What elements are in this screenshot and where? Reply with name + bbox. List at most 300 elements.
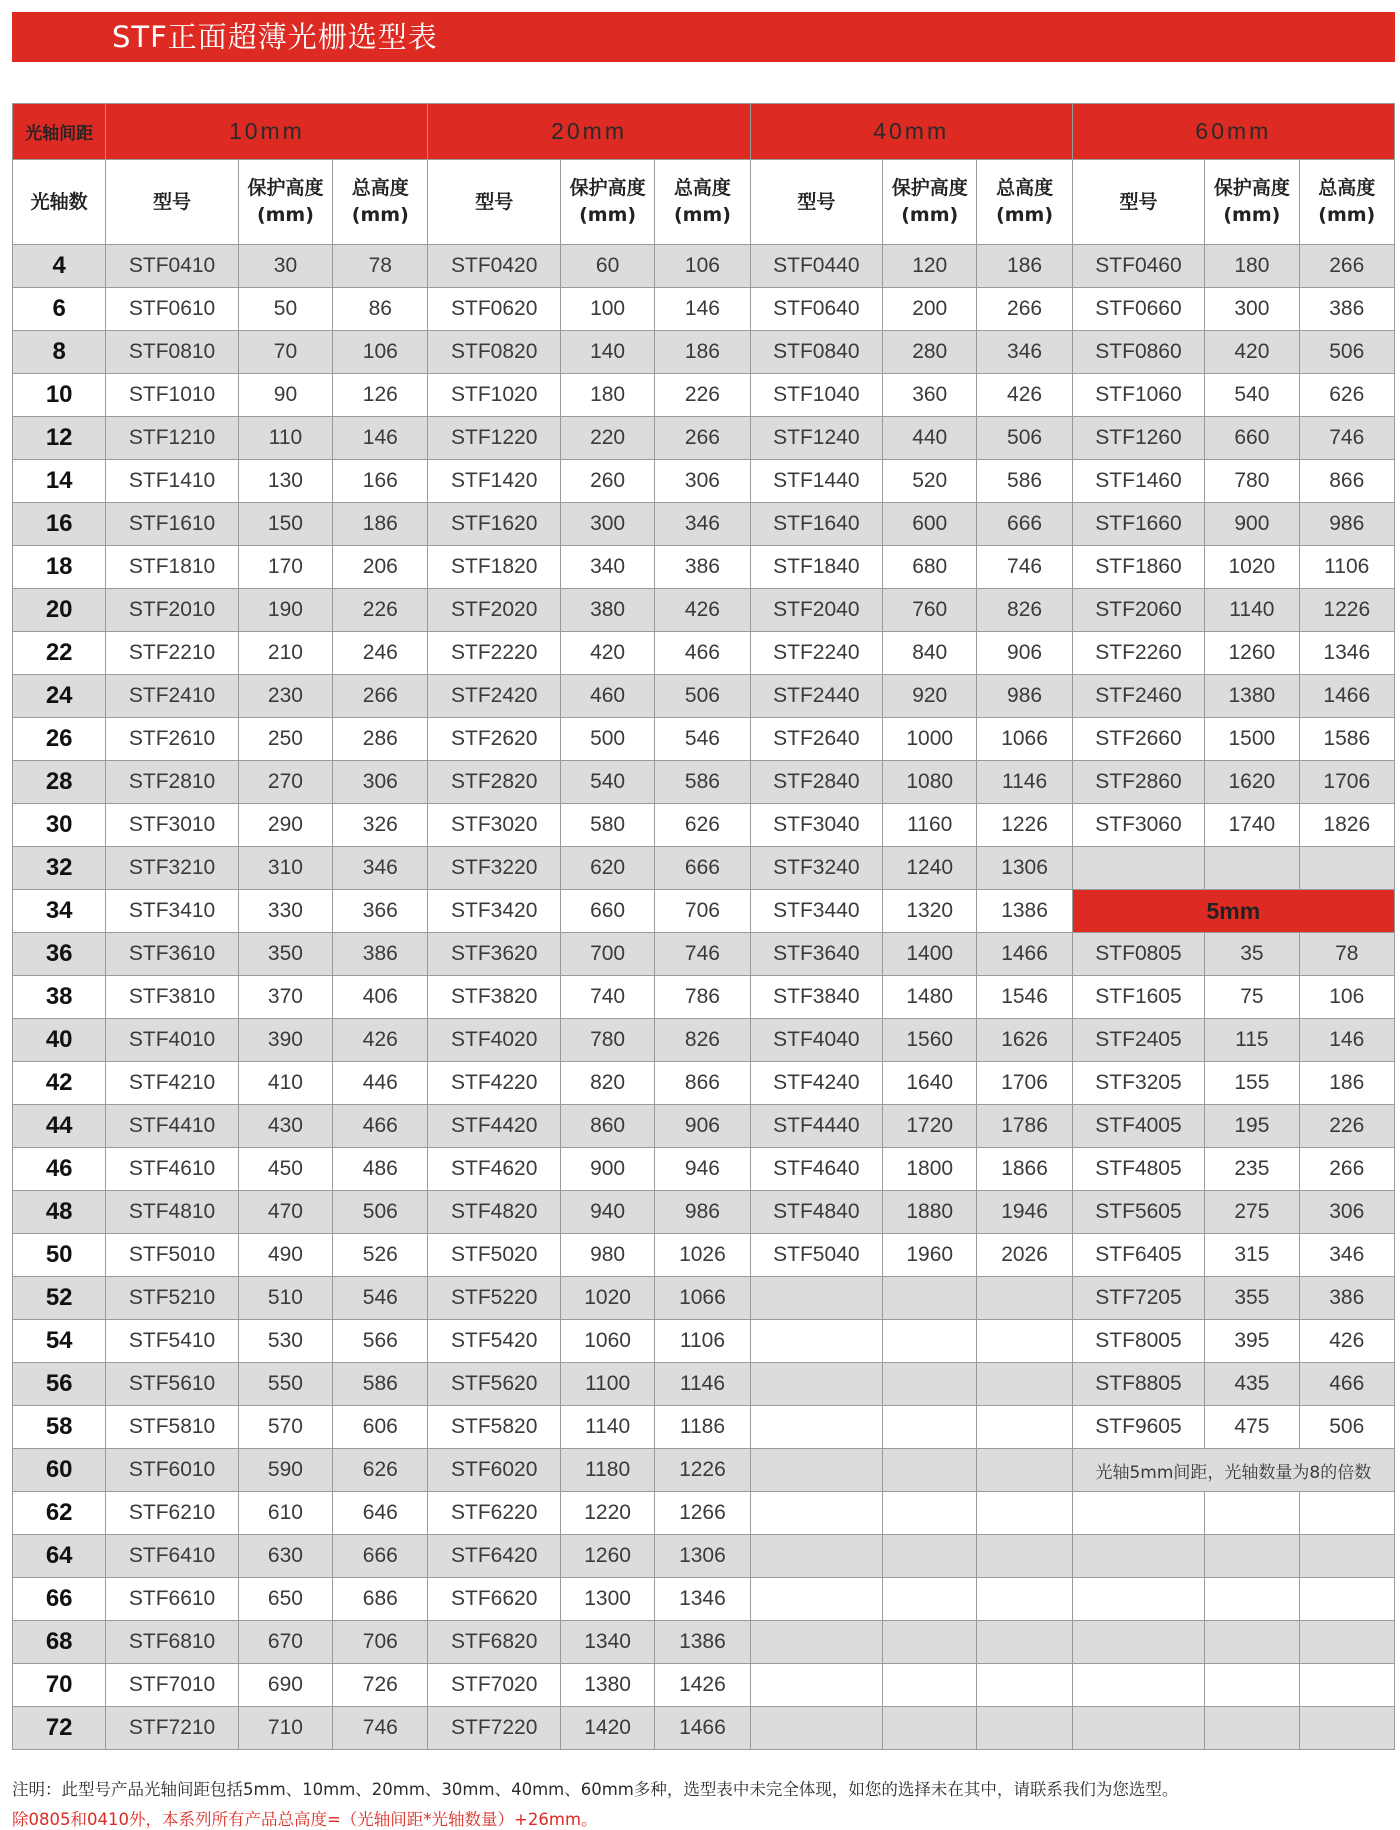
protect-height-header: [238, 160, 332, 245]
model-cell: STF6610: [106, 1578, 238, 1621]
model-cell: STF3840: [750, 976, 882, 1019]
protect-height-cell: 1220: [560, 1492, 654, 1535]
protect-height-header: [560, 160, 654, 245]
total-height-cell: 346: [1299, 1234, 1394, 1277]
unit-label: (mm): [901, 204, 959, 226]
total-height-cell: 1346: [1299, 632, 1394, 675]
model-cell: [750, 1320, 882, 1363]
protect-height-cell: 50: [238, 288, 332, 331]
axis-count-cell: 18: [13, 546, 106, 589]
model-cell: STF3010: [106, 804, 238, 847]
unit-label: (mm): [579, 204, 637, 226]
model-cell: STF7020: [428, 1664, 560, 1707]
total-height-cell: 986: [977, 675, 1072, 718]
total-height-cell: 346: [655, 503, 750, 546]
empty-cell: [1299, 1707, 1394, 1750]
total-height-cell: [977, 1621, 1072, 1664]
total-height-cell: 666: [655, 847, 750, 890]
protect-height-cell: 700: [560, 933, 654, 976]
model-cell: STF4840: [750, 1191, 882, 1234]
empty-cell: [1299, 847, 1394, 890]
total-height-cell: 306: [655, 460, 750, 503]
model-cell: STF2260: [1072, 632, 1204, 675]
protect-height-cell: 1180: [560, 1449, 654, 1492]
model-cell: STF4810: [106, 1191, 238, 1234]
page-title: STF正面超薄光栅选型表: [112, 20, 438, 54]
protect-height-cell: 290: [238, 804, 332, 847]
table-row: [13, 1535, 1395, 1578]
table-row: [13, 1234, 1395, 1277]
total-height-cell: 226: [1299, 1105, 1394, 1148]
total-height-cell: 1306: [977, 847, 1072, 890]
protect-height-cell: 470: [238, 1191, 332, 1234]
total-height-header: [977, 160, 1072, 245]
total-label: 总高度: [1318, 177, 1376, 199]
axis-count-cell: 46: [13, 1148, 106, 1191]
protect-height-cell: 940: [560, 1191, 654, 1234]
axis-count-cell: 52: [13, 1277, 106, 1320]
total-height-cell: 1066: [977, 718, 1072, 761]
protect-height-cell: 300: [560, 503, 654, 546]
axis-count-cell: 48: [13, 1191, 106, 1234]
model-cell: STF5210: [106, 1277, 238, 1320]
protect-height-cell: [883, 1449, 977, 1492]
total-height-cell: 446: [333, 1062, 428, 1105]
protect-label: 保护高度: [1213, 177, 1290, 199]
total-height-cell: 1866: [977, 1148, 1072, 1191]
axis-count-cell: 14: [13, 460, 106, 503]
model-cell: STF3820: [428, 976, 560, 1019]
unit-label: (mm): [673, 204, 731, 226]
total-label: 总高度: [996, 177, 1054, 199]
protect-height-cell: 395: [1205, 1320, 1299, 1363]
protect-height-cell: 900: [1205, 503, 1299, 546]
model-cell: [750, 1492, 882, 1535]
axis-count-cell: 42: [13, 1062, 106, 1105]
total-height-cell: 1706: [1299, 761, 1394, 804]
protect-height-cell: 195: [1205, 1105, 1299, 1148]
total-height-cell: 606: [333, 1406, 428, 1449]
total-height-cell: 746: [977, 546, 1072, 589]
table-row: [13, 331, 1395, 374]
protect-height-cell: 1300: [560, 1578, 654, 1621]
model-cell: [750, 1578, 882, 1621]
model-cell: STF1020: [428, 374, 560, 417]
protect-height-cell: 1020: [1205, 546, 1299, 589]
group-header-40mm: 40mm: [750, 104, 1072, 160]
total-height-header: [333, 160, 428, 245]
protect-height-cell: 1720: [883, 1105, 977, 1148]
model-cell: STF3220: [428, 847, 560, 890]
total-height-cell: 1466: [655, 1707, 750, 1750]
empty-cell: [1205, 1621, 1299, 1664]
model-cell: STF1060: [1072, 374, 1204, 417]
protect-height-cell: 630: [238, 1535, 332, 1578]
model-cell: STF8005: [1072, 1320, 1204, 1363]
model-cell: STF0640: [750, 288, 882, 331]
model-cell: STF4210: [106, 1062, 238, 1105]
total-height-cell: 266: [977, 288, 1072, 331]
protect-height-cell: 280: [883, 331, 977, 374]
total-height-cell: 746: [333, 1707, 428, 1750]
model-cell: STF7010: [106, 1664, 238, 1707]
empty-cell: [1299, 1492, 1394, 1535]
protect-height-cell: 540: [560, 761, 654, 804]
protect-height-cell: 1140: [1205, 589, 1299, 632]
protect-height-cell: 900: [560, 1148, 654, 1191]
model-cell: STF1240: [750, 417, 882, 460]
total-height-cell: 206: [333, 546, 428, 589]
protect-height-cell: [883, 1363, 977, 1406]
model-cell: STF2420: [428, 675, 560, 718]
total-height-cell: 186: [977, 245, 1072, 288]
protect-height-cell: 680: [883, 546, 977, 589]
axis-count-cell: 34: [13, 890, 106, 933]
model-cell: STF3205: [1072, 1062, 1204, 1105]
unit-label: (mm): [1318, 204, 1376, 226]
protect-height-cell: 620: [560, 847, 654, 890]
total-height-cell: 426: [1299, 1320, 1394, 1363]
protect-height-cell: [883, 1664, 977, 1707]
column-header-row: [13, 160, 1395, 245]
total-height-cell: 226: [333, 589, 428, 632]
model-cell: STF0460: [1072, 245, 1204, 288]
protect-height-cell: 450: [238, 1148, 332, 1191]
model-cell: STF3210: [106, 847, 238, 890]
protect-height-cell: [883, 1320, 977, 1363]
protect-height-cell: 600: [883, 503, 977, 546]
model-cell: STF0860: [1072, 331, 1204, 374]
protect-height-cell: 435: [1205, 1363, 1299, 1406]
protect-height-cell: 235: [1205, 1148, 1299, 1191]
table-row: [13, 1707, 1395, 1750]
total-height-cell: 1266: [655, 1492, 750, 1535]
total-height-cell: 1946: [977, 1191, 1072, 1234]
total-height-cell: [977, 1578, 1072, 1621]
protect-height-cell: 180: [560, 374, 654, 417]
model-cell: STF5410: [106, 1320, 238, 1363]
protect-height-cell: 340: [560, 546, 654, 589]
total-height-cell: 526: [333, 1234, 428, 1277]
protect-height-cell: 180: [1205, 245, 1299, 288]
protect-height-cell: 60: [560, 245, 654, 288]
table-row: [13, 245, 1395, 288]
protect-height-cell: 660: [1205, 417, 1299, 460]
model-cell: STF6810: [106, 1621, 238, 1664]
axis-count-cell: 62: [13, 1492, 106, 1535]
model-cell: STF7205: [1072, 1277, 1204, 1320]
total-height-cell: 146: [333, 417, 428, 460]
model-cell: STF1410: [106, 460, 238, 503]
model-cell: STF2610: [106, 718, 238, 761]
total-height-cell: 906: [655, 1105, 750, 1148]
table-row: [13, 1621, 1395, 1664]
total-height-cell: [977, 1535, 1072, 1578]
protect-height-cell: 980: [560, 1234, 654, 1277]
model-cell: STF3620: [428, 933, 560, 976]
total-height-cell: 986: [655, 1191, 750, 1234]
unit-label: (mm): [351, 204, 409, 226]
protect-height-cell: [883, 1277, 977, 1320]
protect-height-cell: 260: [560, 460, 654, 503]
protect-height-cell: 510: [238, 1277, 332, 1320]
protect-height-cell: 1140: [560, 1406, 654, 1449]
axis-count-cell: 24: [13, 675, 106, 718]
total-height-cell: 246: [333, 632, 428, 675]
total-height-header: [1299, 160, 1394, 245]
model-cell: STF1610: [106, 503, 238, 546]
total-height-cell: 1026: [655, 1234, 750, 1277]
model-cell: STF4220: [428, 1062, 560, 1105]
unit-label: (mm): [256, 204, 314, 226]
protect-height-cell: 170: [238, 546, 332, 589]
protect-height-cell: 590: [238, 1449, 332, 1492]
model-cell: STF2060: [1072, 589, 1204, 632]
protect-height-cell: 315: [1205, 1234, 1299, 1277]
total-height-cell: 106: [1299, 976, 1394, 1019]
model-cell: STF0420: [428, 245, 560, 288]
protect-height-cell: 610: [238, 1492, 332, 1535]
protect-height-cell: 130: [238, 460, 332, 503]
axis-count-cell: 28: [13, 761, 106, 804]
model-cell: STF0620: [428, 288, 560, 331]
note-line-2: 除0805和0410外，本系列所有产品总高度=（光轴间距*光轴数量）+26mm。: [12, 1810, 598, 1829]
total-height-cell: 386: [655, 546, 750, 589]
total-label: 总高度: [673, 177, 731, 199]
model-cell: STF5040: [750, 1234, 882, 1277]
protect-height-cell: [883, 1621, 977, 1664]
protect-height-cell: 550: [238, 1363, 332, 1406]
model-cell: STF7210: [106, 1707, 238, 1750]
table-row: [13, 546, 1395, 589]
protect-height-cell: [883, 1707, 977, 1750]
model-cell: STF9605: [1072, 1406, 1204, 1449]
protect-height-cell: 380: [560, 589, 654, 632]
model-cell: STF1640: [750, 503, 882, 546]
model-cell: [750, 1707, 882, 1750]
protect-height-cell: 370: [238, 976, 332, 1019]
model-cell: STF1620: [428, 503, 560, 546]
protect-height-cell: [883, 1535, 977, 1578]
model-cell: STF1040: [750, 374, 882, 417]
note-line-1: 注明：此型号产品光轴间距包括5mm、10mm、20mm、30mm、40mm、60mm多种，选型表中未完全体现，如您的选择未在其中，请联系我们为您选型。: [12, 1780, 1179, 1799]
model-cell: STF4410: [106, 1105, 238, 1148]
model-cell: STF2820: [428, 761, 560, 804]
model-cell: STF2660: [1072, 718, 1204, 761]
axis-count-cell: 6: [13, 288, 106, 331]
table-row: [13, 890, 1395, 933]
model-cell: [750, 1449, 882, 1492]
table-row: [13, 1363, 1395, 1406]
protect-height-cell: [883, 1406, 977, 1449]
protect-height-cell: 500: [560, 718, 654, 761]
total-height-cell: 946: [655, 1148, 750, 1191]
protect-height-cell: 360: [883, 374, 977, 417]
protect-height-cell: 275: [1205, 1191, 1299, 1234]
total-height-cell: 506: [655, 675, 750, 718]
table-row: [13, 1492, 1395, 1535]
total-height-cell: 286: [333, 718, 428, 761]
protect-height-cell: 300: [1205, 288, 1299, 331]
model-cell: STF3640: [750, 933, 882, 976]
model-cell: STF3040: [750, 804, 882, 847]
empty-cell: [1205, 1664, 1299, 1707]
total-height-cell: [977, 1363, 1072, 1406]
protect-height-cell: 920: [883, 675, 977, 718]
protect-height-cell: 780: [560, 1019, 654, 1062]
model-cell: STF1440: [750, 460, 882, 503]
protect-label: 保护高度: [247, 177, 324, 199]
axis-count-cell: 32: [13, 847, 106, 890]
protect-label: 保护高度: [891, 177, 968, 199]
model-cell: STF1860: [1072, 546, 1204, 589]
total-height-cell: 506: [1299, 1406, 1394, 1449]
model-cell: STF2405: [1072, 1019, 1204, 1062]
model-cell: STF4640: [750, 1148, 882, 1191]
protect-height-cell: 1560: [883, 1019, 977, 1062]
model-cell: STF5810: [106, 1406, 238, 1449]
model-header: 型号: [428, 160, 560, 245]
model-cell: STF1810: [106, 546, 238, 589]
model-cell: [750, 1535, 882, 1578]
table-row: [13, 1449, 1395, 1492]
total-height-cell: 1226: [1299, 589, 1394, 632]
table-row: [13, 761, 1395, 804]
protect-height-cell: 650: [238, 1578, 332, 1621]
total-height-header: [655, 160, 750, 245]
model-cell: STF0805: [1072, 933, 1204, 976]
total-height-cell: 426: [977, 374, 1072, 417]
empty-cell: [1205, 847, 1299, 890]
total-height-cell: [977, 1320, 1072, 1363]
unit-label: (mm): [996, 204, 1054, 226]
total-height-cell: 706: [655, 890, 750, 933]
total-height-cell: 1706: [977, 1062, 1072, 1105]
protect-height-cell: 440: [883, 417, 977, 460]
model-cell: STF5220: [428, 1277, 560, 1320]
protect-height-cell: 710: [238, 1707, 332, 1750]
total-height-cell: 266: [333, 675, 428, 718]
total-height-cell: 1786: [977, 1105, 1072, 1148]
total-height-cell: 586: [655, 761, 750, 804]
model-cell: STF4040: [750, 1019, 882, 1062]
protect-height-cell: 1400: [883, 933, 977, 976]
model-cell: STF6410: [106, 1535, 238, 1578]
model-cell: [750, 1406, 882, 1449]
axis-count-cell: 66: [13, 1578, 106, 1621]
model-cell: STF3440: [750, 890, 882, 933]
model-cell: STF5605: [1072, 1191, 1204, 1234]
model-cell: STF3240: [750, 847, 882, 890]
protect-height-cell: 670: [238, 1621, 332, 1664]
spacing-label: 光轴间距: [13, 104, 106, 160]
model-cell: STF3410: [106, 890, 238, 933]
protect-height-cell: 270: [238, 761, 332, 804]
empty-cell: [1072, 1535, 1204, 1578]
model-cell: STF2410: [106, 675, 238, 718]
table-row: [13, 1664, 1395, 1707]
table-row: [13, 417, 1395, 460]
model-cell: STF4820: [428, 1191, 560, 1234]
total-height-cell: 426: [333, 1019, 428, 1062]
total-height-cell: 366: [333, 890, 428, 933]
total-height-cell: 1106: [655, 1320, 750, 1363]
total-height-cell: [977, 1664, 1072, 1707]
protect-height-cell: 410: [238, 1062, 332, 1105]
model-cell: STF2460: [1072, 675, 1204, 718]
axis-count-cell: 4: [13, 245, 106, 288]
protect-height-cell: 1420: [560, 1707, 654, 1750]
total-height-cell: 1546: [977, 976, 1072, 1019]
total-height-cell: 626: [655, 804, 750, 847]
model-cell: STF1820: [428, 546, 560, 589]
selection-table: [12, 103, 1395, 1750]
total-height-cell: 786: [655, 976, 750, 1019]
model-cell: STF2620: [428, 718, 560, 761]
protect-height-cell: 1800: [883, 1148, 977, 1191]
model-cell: STF1460: [1072, 460, 1204, 503]
model-cell: STF1220: [428, 417, 560, 460]
protect-height-cell: 155: [1205, 1062, 1299, 1105]
model-cell: STF1260: [1072, 417, 1204, 460]
total-height-cell: [977, 1277, 1072, 1320]
total-height-cell: 406: [333, 976, 428, 1019]
model-cell: STF7220: [428, 1707, 560, 1750]
total-height-cell: 1586: [1299, 718, 1394, 761]
model-cell: STF1660: [1072, 503, 1204, 546]
model-cell: STF6620: [428, 1578, 560, 1621]
count-label: 光轴数: [13, 160, 106, 245]
protect-height-cell: 420: [1205, 331, 1299, 374]
model-cell: STF0410: [106, 245, 238, 288]
axis-count-cell: 60: [13, 1449, 106, 1492]
total-height-cell: 1466: [1299, 675, 1394, 718]
protect-height-cell: [883, 1492, 977, 1535]
axis-count-cell: 38: [13, 976, 106, 1019]
protect-height-cell: 570: [238, 1406, 332, 1449]
table-row: [13, 933, 1395, 976]
empty-cell: [1072, 1621, 1204, 1664]
model-cell: STF1420: [428, 460, 560, 503]
axis-count-cell: 22: [13, 632, 106, 675]
protect-height-header: [883, 160, 977, 245]
total-height-cell: 266: [1299, 245, 1394, 288]
total-height-cell: 1146: [977, 761, 1072, 804]
protect-height-cell: 1100: [560, 1363, 654, 1406]
total-height-cell: 506: [1299, 331, 1394, 374]
model-cell: STF4620: [428, 1148, 560, 1191]
total-height-cell: 186: [333, 503, 428, 546]
total-height-cell: 226: [655, 374, 750, 417]
protect-height-cell: 520: [883, 460, 977, 503]
model-cell: STF1605: [1072, 976, 1204, 1019]
spacing-header-row: [13, 104, 1395, 160]
empty-cell: [1205, 1492, 1299, 1535]
total-height-cell: 386: [1299, 288, 1394, 331]
total-height-cell: 266: [655, 417, 750, 460]
model-cell: STF0810: [106, 331, 238, 374]
title-bar: [12, 12, 1395, 62]
model-cell: STF0840: [750, 331, 882, 374]
model-cell: STF4020: [428, 1019, 560, 1062]
table-row: [13, 1062, 1395, 1105]
axis-count-cell: 10: [13, 374, 106, 417]
total-height-cell: 186: [655, 331, 750, 374]
model-cell: STF5610: [106, 1363, 238, 1406]
total-height-cell: 546: [333, 1277, 428, 1320]
total-height-cell: 626: [333, 1449, 428, 1492]
protect-height-cell: 1000: [883, 718, 977, 761]
